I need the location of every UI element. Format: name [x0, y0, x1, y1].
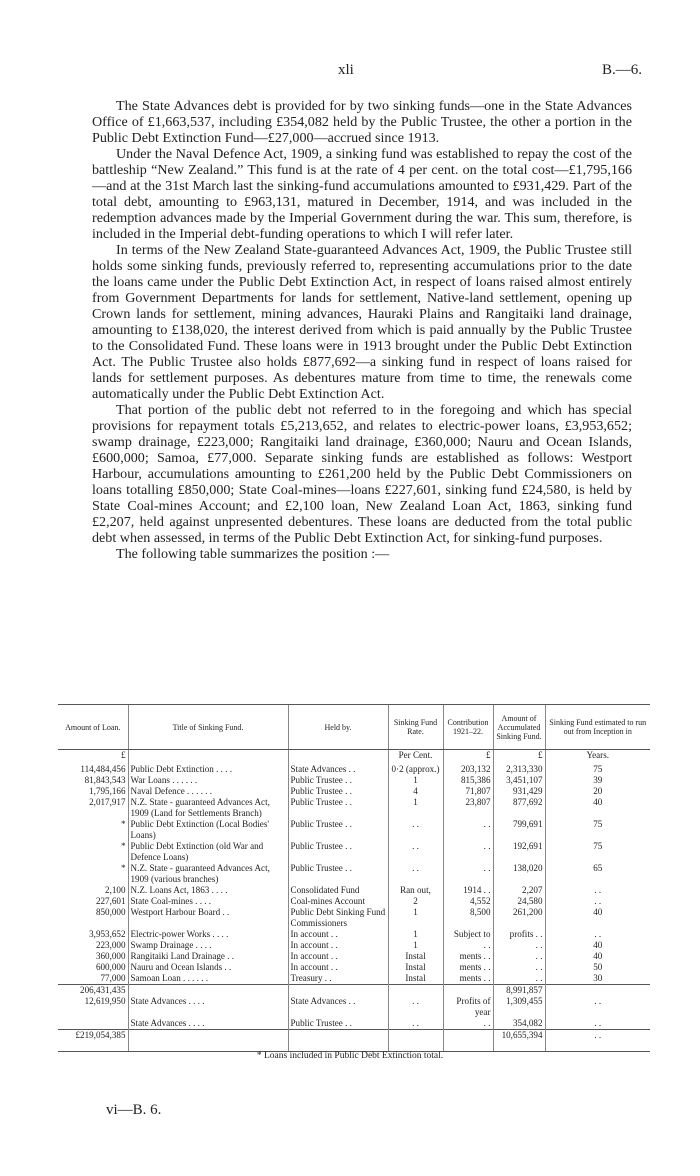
table-cell: Public Trustee . . [288, 775, 388, 786]
table-cell: 20 [545, 786, 650, 797]
table-footnote: * Loans included in Public Debt Extinction total. [256, 1051, 444, 1061]
table-cell: ments . . [443, 951, 493, 962]
unit-cell: Per Cent. [388, 750, 443, 764]
table-row [58, 819, 650, 841]
table-cell: Samoan Loan . . . . . . [128, 973, 288, 985]
table-cell: 30 [545, 973, 650, 985]
total-row [58, 1029, 650, 1051]
table-cell: 12,619,950 [84, 995, 126, 1006]
subtotal-fund: 8,991,857 [493, 984, 545, 996]
table-cell: 1 [388, 907, 443, 929]
paragraph: The State Advances debt is provided for by two sinking funds—one in the State Advances Office of £1,663,537, including £354,082 held by the Public Trustee, the other a portion in the Public Debt Extinction Fund—£27,000—accrued since 1913. [92, 98, 632, 146]
table-cell: State Advances . . [288, 996, 388, 1018]
table-row [58, 841, 650, 863]
table-cell: ments . . [443, 962, 493, 973]
table-cell: Public Trustee . . [288, 797, 388, 819]
table-cell: profits . . [493, 929, 545, 940]
table-cell: . . [493, 940, 545, 951]
table-row [58, 973, 650, 985]
table-cell: 40 [545, 951, 650, 962]
column-header: Sinking Fund estimated to run out from Inception in [545, 705, 650, 750]
table-cell: Rangitaiki Land Drainage . . [128, 951, 288, 962]
table-cell: Electric-power Works . . . . [128, 929, 288, 940]
table-cell: Public Debt Extinction (Local Bodies' Loans) [128, 819, 288, 841]
table-cell: 2,207 [493, 885, 545, 896]
table-cell: 75 [545, 841, 650, 863]
table-cell: State Coal-mines . . . . [128, 896, 288, 907]
body-text [92, 98, 632, 562]
total-fund: 10,655,394 [493, 1029, 545, 1051]
table-cell: 261,200 [493, 907, 545, 929]
unit-cell: £ [120, 750, 126, 760]
column-header: Amount of Loan. [58, 705, 128, 750]
table-cell: Public Debt Sinking Fund Commissioners [288, 907, 388, 929]
table-cell: In account . . [288, 940, 388, 951]
table-cell: 23,807 [443, 797, 493, 819]
table-cell: In account . . [288, 929, 388, 940]
table-cell: . . [388, 996, 443, 1018]
table-cell: In account . . [288, 962, 388, 973]
paragraph: That portion of the public debt not referred to in the foregoing and which has special provisions for repayment totals £5,213,652, and relates to electric-power loans, £3,953,652; swamp drainage, £223,000; Rangitaiki land drainage, £360,000; Nauru and Ocean Islands, £600,000; Samoa, £77,000. Separate sinking funds are established as follows: Westport Harbour, accumulations amounting to £261,200 held by the Public Debt Commissioners on loans totalling £850,000; State Coal-mines—loans £227,601, sinking fund £24,580, is held by State Coal-mines Account; and £2,100 loan, New Zealand Loan Act, 1863, sinking fund £2,207, held against unpresented debentures. These loans are deducted from the total public debt when assessed, in terms of the Public Debt Extinction Act, for sinking-fund purposes. [92, 402, 632, 546]
table-cell: Profits of year [443, 996, 493, 1018]
table-cell: 1 [388, 940, 443, 951]
table-cell: N.Z. Loans Act, 1863 . . . . [128, 885, 288, 896]
table-cell: . . [443, 863, 493, 885]
table-cell: 77,000 [100, 972, 126, 983]
table-cell: 50 [545, 962, 650, 973]
unit-cell [288, 750, 388, 764]
table-row [58, 775, 650, 786]
table-cell: 1914 . . [443, 885, 493, 896]
table-cell: . . [545, 896, 650, 907]
table-cell: N.Z. State - guaranteed Advances Act, 1909 (various branches) [128, 863, 288, 885]
table-cell: Instal [388, 951, 443, 962]
table-cell: War Loans . . . . . . [128, 775, 288, 786]
table-cell: 40 [545, 907, 650, 929]
total-loan: £219,054,385 [58, 1029, 128, 1051]
table-row [58, 951, 650, 962]
table-cell: 81,843,543 [84, 774, 126, 785]
table-cell: 203,132 [443, 764, 493, 775]
table-cell: Naval Defence . . . . . . [128, 786, 288, 797]
table-row [58, 996, 650, 1018]
table-cell: Nauru and Ocean Islands . . [128, 962, 288, 973]
table-cell: Westport Harbour Board . . [128, 907, 288, 929]
table-cell: Public Trustee . . [288, 863, 388, 885]
units-row [58, 750, 650, 764]
table-cell: Subject to [443, 929, 493, 940]
table-cell: 2,017,917 [89, 796, 126, 807]
table-cell: 8,500 [443, 907, 493, 929]
table-cell: . . [443, 940, 493, 951]
table-cell: State Advances . . [288, 764, 388, 775]
table-cell: 2,313,330 [493, 764, 545, 775]
table-cell: 114,484,456 [80, 763, 126, 774]
table-cell: . . [443, 841, 493, 863]
unit-cell [128, 750, 288, 764]
table-cell: N.Z. State - guaranteed Advances Act, 1909 (Land for Settlements Branch) [128, 797, 288, 819]
subtotal-row [58, 984, 650, 996]
table-cell: Public Trustee . . [288, 819, 388, 841]
unit-cell: £ [493, 750, 545, 764]
table-cell: * [120, 818, 126, 829]
table-cell: State Advances . . . . [128, 996, 288, 1018]
table-cell: 71,807 [443, 786, 493, 797]
table-cell: 815,386 [443, 775, 493, 786]
table-cell: . . [545, 1018, 650, 1030]
table-cell: 3,953,652 [89, 928, 126, 939]
table-cell: 2,100 [105, 884, 126, 895]
table-cell: 1 [388, 929, 443, 940]
column-header: Amount of Accumulated Sinking Fund. [493, 705, 545, 750]
total-years: . . [545, 1029, 650, 1051]
table-cell: 3,451,107 [493, 775, 545, 786]
paragraph: The following table summarizes the position :— [116, 546, 390, 562]
table-cell: ments . . [443, 973, 493, 985]
table-cell: * [120, 840, 126, 851]
page-footer: vi—B. 6. [106, 1102, 162, 1118]
table-cell: 65 [545, 863, 650, 885]
table-cell: 0·2 (approx.) [388, 764, 443, 775]
table-header-row [58, 705, 650, 750]
page-header [0, 62, 700, 84]
table-cell: 4,552 [443, 896, 493, 907]
table-cell: Ran out, [388, 885, 443, 896]
table-cell: 1 [388, 797, 443, 819]
table-cell: 75 [545, 819, 650, 841]
table-row [58, 863, 650, 885]
table-cell: Public Trustee . . [288, 1018, 388, 1030]
table-cell: In account . . [288, 951, 388, 962]
table-cell: 2 [388, 896, 443, 907]
table-cell: . . [388, 1018, 443, 1030]
table-cell: 360,000 [95, 950, 126, 961]
table-row [58, 797, 650, 819]
table-cell: . . [493, 951, 545, 962]
unit-cell: Years. [545, 750, 650, 764]
page-reference: B.—6. [601, 62, 642, 78]
column-header: Title of Sinking Fund. [128, 705, 288, 750]
table-cell: 24,580 [493, 896, 545, 907]
table-cell: 75 [545, 764, 650, 775]
table-row [58, 896, 650, 907]
table-cell: 4 [388, 786, 443, 797]
table-row [58, 962, 650, 973]
table-cell: Swamp Drainage . . . . [128, 940, 288, 951]
table-cell: 223,000 [95, 939, 126, 950]
table-cell: 799,691 [493, 819, 545, 841]
table-cell: 931,429 [493, 786, 545, 797]
table-cell: . . [493, 962, 545, 973]
table-cell [58, 1018, 128, 1030]
table-row [58, 764, 650, 775]
table-cell: 138,020 [493, 863, 545, 885]
table-cell: . . [545, 929, 650, 940]
table-row [58, 885, 650, 896]
table-cell: . . [545, 996, 650, 1018]
table-row [58, 929, 650, 940]
table-row [58, 940, 650, 951]
table-cell: Instal [388, 973, 443, 985]
table-cell: . . [493, 973, 545, 985]
table-cell: * [120, 862, 126, 873]
table-cell: . . [388, 841, 443, 863]
sinking-fund-table [58, 704, 650, 1052]
table-cell: 1,795,166 [89, 785, 126, 796]
table-cell: Coal-mines Account [288, 896, 388, 907]
table-cell: . . [443, 1018, 493, 1030]
table-cell: 39 [545, 775, 650, 786]
table-cell: 1,309,455 [493, 996, 545, 1018]
table-cell: 227,601 [95, 895, 126, 906]
table-cell: 850,000 [95, 906, 126, 917]
table-row [58, 786, 650, 797]
table-cell: State Advances . . . . [128, 1018, 288, 1030]
table-cell: 192,691 [493, 841, 545, 863]
table-cell: Public Trustee . . [288, 786, 388, 797]
table-cell: Public Debt Extinction (old War and Defence Loans) [128, 841, 288, 863]
table-cell: 40 [545, 940, 650, 951]
table-row [58, 1018, 650, 1030]
table-cell: 1 [388, 775, 443, 786]
unit-cell: £ [443, 750, 493, 764]
column-header: Held by. [288, 705, 388, 750]
page-number: xli [338, 62, 354, 78]
table-cell: 600,000 [95, 961, 126, 972]
table-cell: 354,082 [493, 1018, 545, 1030]
subtotal-loan: 206,431,435 [58, 984, 128, 996]
table-cell: . . [388, 819, 443, 841]
paragraph: In terms of the New Zealand State-guaranteed Advances Act, 1909, the Public Trustee still holds some sinking funds, previously referred to, representing accumulations prior to the date the loans came under the Public Debt Extinction Act, in respect of loans raised almost entirely from Government Departments for lands for settlement, Native-land settlement, opening up Crown lands for settlement, mining advances, Hauraki Plains and Rangitaiki land drainage, amounting to £138,020, the interest derived from which is paid annually by the Public Trustee to the Consolidated Fund. These loans were in 1913 brought under the Public Debt Extinction Act. The Public Trustee also holds £877,692—a sinking fund in respect of loans raised for lands for settlement purposes. As debentures mature from time to time, the renewals come automatically under the Public Debt Extinction Act. [92, 242, 632, 402]
column-header: Contribution 1921–22. [443, 705, 493, 750]
column-header: Sinking Fund Rate. [388, 705, 443, 750]
table-cell: . . [443, 819, 493, 841]
table-cell: Public Debt Extinction . . . . [128, 764, 288, 775]
paragraph: Under the Naval Defence Act, 1909, a sinking fund was established to repay the cost of the battleship “New Zealand.” This fund is at the rate of 4 per cent. on the total cost—£1,795,166—and at the 31st March last the sinking-fund accumulations amounted to £931,429. Part of the total debt, amounting to £963,131, matured in December, 1914, and was included in the redemption advances made by the Imperial Government during the war. This sum, therefore, is included in the Imperial debt-funding operations to which I will refer later. [92, 146, 632, 242]
table-cell: 40 [545, 797, 650, 819]
table-cell: . . [388, 863, 443, 885]
table-cell: Consolidated Fund [288, 885, 388, 896]
table-cell: 877,692 [493, 797, 545, 819]
table-cell: . . [545, 885, 650, 896]
table-cell: Public Trustee . . [288, 841, 388, 863]
table-cell: Treasury . . [288, 973, 388, 985]
table-row [58, 907, 650, 929]
table-cell: Instal [388, 962, 443, 973]
